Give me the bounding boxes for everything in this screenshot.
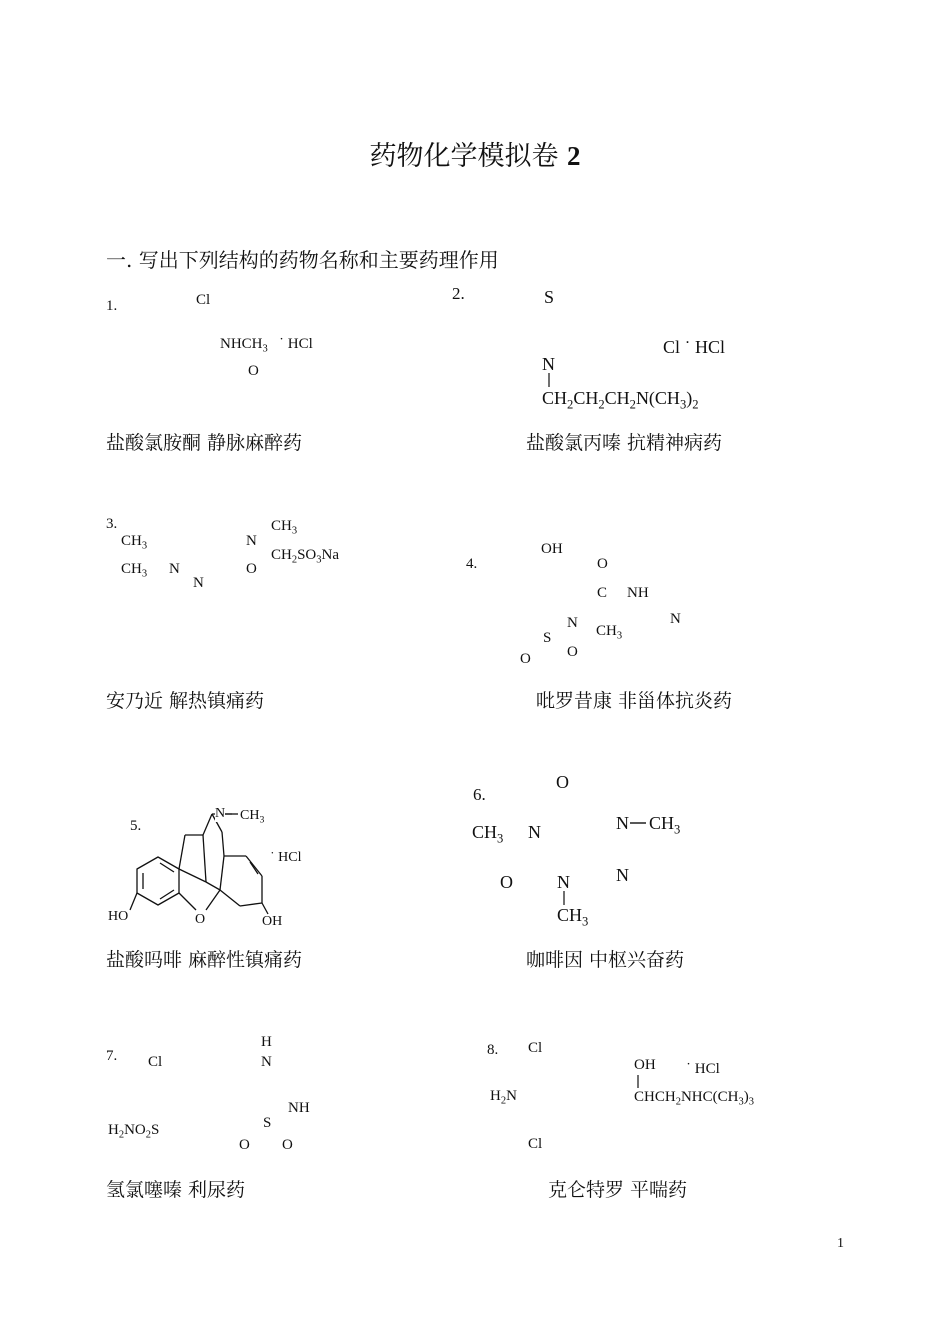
item-number: 6.: [473, 785, 486, 804]
atom-label-n: N: [616, 865, 629, 885]
atom-label-ho: HO: [108, 909, 129, 924]
atom-label-n: N: [557, 872, 570, 892]
atom-label-nhch3: $NHCH_3$: [220, 336, 268, 355]
title-number: 2: [567, 141, 581, 171]
atom-label-ch3: $CH_3$: [121, 561, 148, 580]
atom-label-ch3: $CH_3$: [557, 905, 589, 929]
atom-label-nh: NH: [627, 585, 649, 601]
atom-label-cl: Cl: [196, 292, 211, 308]
atom-label-ch3: $CH_3$: [271, 518, 298, 537]
sulfonamide-label: $H_2NO_2S$: [108, 1122, 160, 1141]
atom-label-cl: Cl: [528, 1040, 543, 1056]
atom-label-ch3: $CH_3$: [596, 623, 623, 642]
item-number: 2.: [452, 284, 465, 303]
atom-label-n: N: [261, 1054, 272, 1070]
atom-label-n: N: [542, 354, 555, 374]
answer-text: 吡罗昔康 非甾体抗炎药: [536, 690, 733, 712]
atom-label-n: N: [193, 575, 204, 591]
atom-label-o: O: [597, 556, 608, 572]
answer-text: 盐酸氯丙嗪 抗精神病药: [526, 432, 723, 454]
atom-label-ch3: $CH_3$: [649, 813, 681, 837]
answer-text: 盐酸氯胺酮 静脉麻醉药: [106, 432, 303, 454]
atom-label-nh: NH: [288, 1100, 310, 1116]
item-number: 4.: [466, 556, 478, 572]
atom-label-s: S: [543, 630, 552, 646]
answer-text: 克仑特罗 平喘药: [548, 1179, 688, 1201]
hcl-salt-label: ˙ HCl: [270, 850, 302, 865]
sulfonate-label: $CH_2SO_3Na$: [271, 547, 340, 566]
side-chain-label: $CHCH_2NHC(CH_3)_3$: [634, 1089, 754, 1108]
page-number: 1: [837, 1236, 844, 1251]
item-number: 1.: [106, 298, 118, 314]
atom-label-o: O: [282, 1137, 293, 1153]
atom-label-n: N: [567, 615, 578, 631]
atom-label-o: O: [556, 772, 569, 792]
atom-label-o: O: [500, 872, 513, 892]
atom-label-n: N: [246, 533, 257, 549]
atom-label-s: S: [544, 287, 555, 307]
answer-text: 安乃近 解热镇痛药: [106, 690, 265, 712]
atom-label-ch3: $CH_3$: [121, 533, 148, 552]
atom-label-o: O: [248, 363, 259, 379]
side-chain-label: $CH_2CH_2CH_2N(CH_3)_2$: [542, 388, 699, 412]
cl-hcl-label: Cl ˙ HCl: [663, 337, 726, 357]
atom-label-ch3: $CH_3$: [240, 808, 265, 826]
atom-label-oh: OH: [634, 1057, 656, 1073]
atom-label-oh: OH: [541, 541, 563, 557]
atom-label-n: N: [528, 822, 541, 842]
atom-label-n: N: [215, 806, 226, 821]
item-number: 8.: [487, 1042, 499, 1058]
atom-label-o: O: [567, 644, 578, 660]
amino-label: $H_2N$: [490, 1088, 517, 1107]
atom-label-o: O: [195, 912, 206, 927]
atom-label-o: O: [520, 651, 531, 667]
atom-label-o: O: [246, 561, 257, 577]
item-number: 3.: [106, 516, 118, 532]
section-heading: 一. 写出下列结构的药物名称和主要药理作用: [106, 248, 499, 272]
hcl-salt-label: ˙ HCl: [686, 1061, 720, 1077]
atom-label-n: N: [670, 611, 681, 627]
atom-label-oh: OH: [262, 914, 283, 929]
atom-label-cl: Cl: [528, 1136, 543, 1152]
page-title: 药物化学模拟卷 2: [369, 141, 581, 172]
answer-text: 氢氯噻嗪 利尿药: [106, 1179, 246, 1201]
item-number: 5.: [130, 818, 142, 834]
item-number: 7.: [106, 1048, 118, 1064]
atom-label-c: C: [597, 585, 608, 601]
atom-label-s: S: [263, 1115, 272, 1131]
atom-label-o: O: [239, 1137, 250, 1153]
atom-label-cl: Cl: [148, 1054, 163, 1070]
atom-label-n: N: [616, 813, 629, 833]
answer-text: 盐酸吗啡 麻醉性镇痛药: [106, 949, 303, 971]
hcl-salt-label: ˙ HCl: [279, 336, 313, 352]
answer-text: 咖啡因 中枢兴奋药: [526, 949, 685, 971]
atom-label-n: N: [169, 561, 180, 577]
atom-label-ch3: $CH_3$: [472, 822, 504, 846]
atom-label-h: H: [261, 1034, 272, 1050]
